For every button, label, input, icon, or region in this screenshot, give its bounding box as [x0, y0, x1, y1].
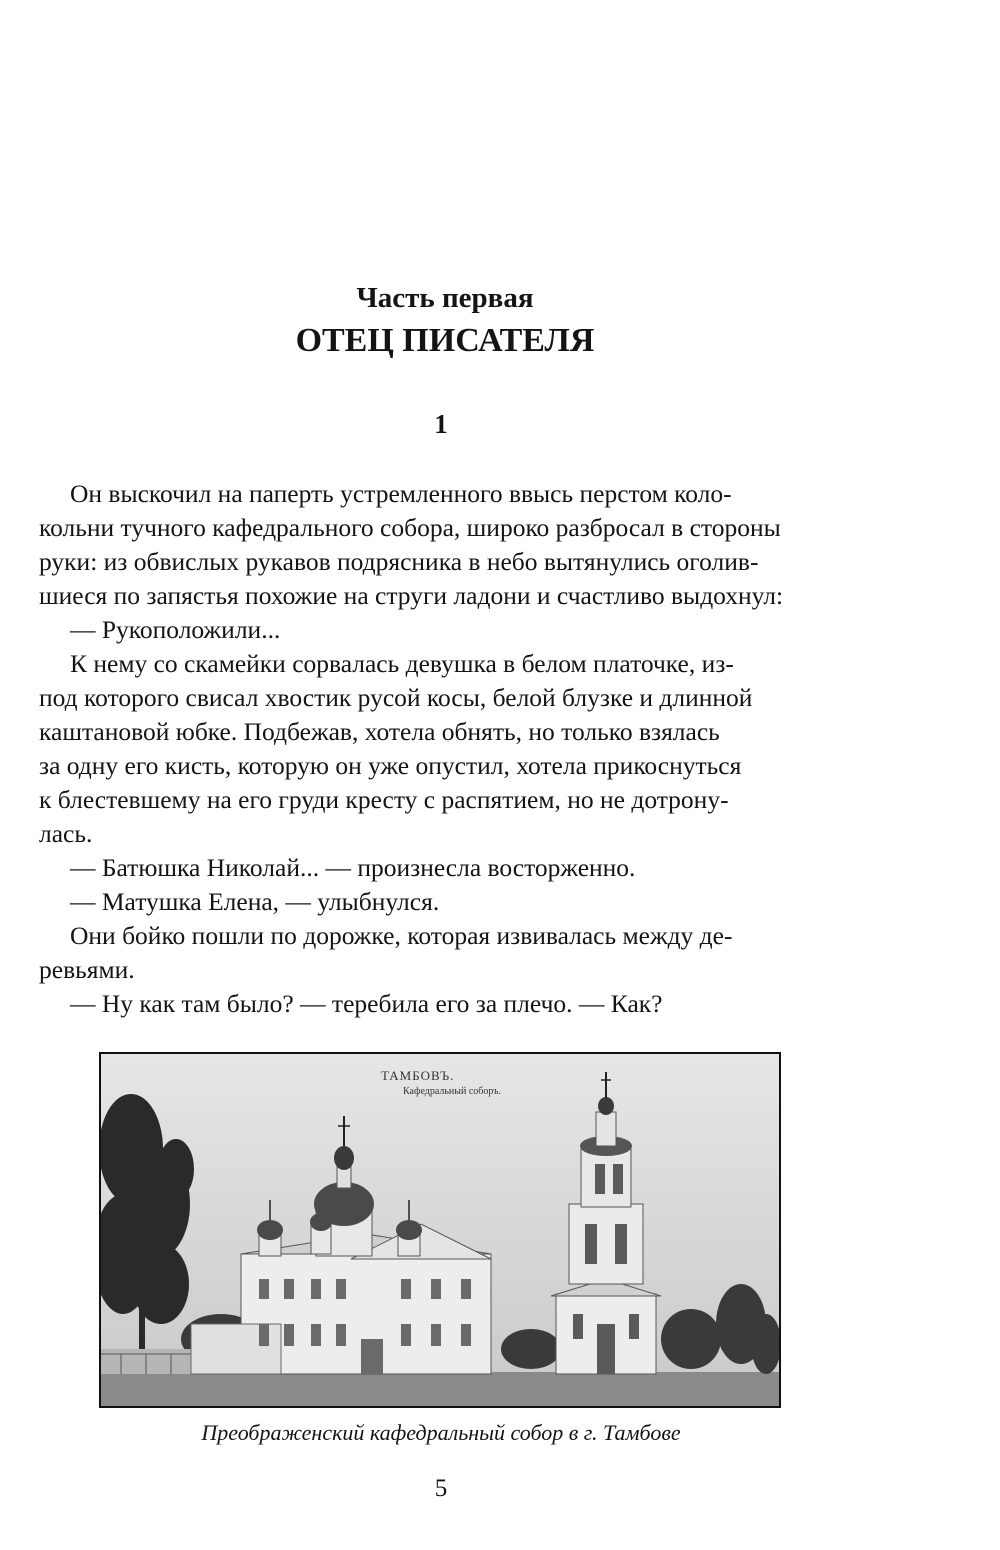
part-label: Часть первая — [356, 282, 534, 314]
text-line: — Ну как там было? — теребила его за плечо. — Как? — [70, 989, 663, 1018]
text-line: Он выскочил на паперть устремленного ввысь перстом коло- — [70, 479, 732, 508]
cathedral-photo — [99, 1052, 781, 1408]
cathedral-illustration — [101, 1054, 779, 1406]
text-line: за одну его кисть, которую он уже опустил, хотела прикоснуться — [39, 751, 742, 780]
text-line: К нему со скамейки сорвалась девушка в белом платочке, из- — [70, 649, 734, 678]
text-line: к блестевшему на его груди кресту с распятием, но не дотрону- — [39, 785, 729, 814]
text-line: руки: из обвислых рукавов подрясника в небо вытянулись оголив- — [39, 547, 759, 576]
text-line: каштановой юбке. Подбежав, хотела обнять, но только взялась — [39, 717, 720, 746]
page-number: 5 — [434, 1475, 448, 1502]
text-line: кольни тучного кафедрального собора, широко разбросал в стороны — [39, 513, 781, 542]
text-line: Они бойко пошли по дорожке, которая извивалась между де- — [70, 921, 733, 950]
postcard-title: ТАМБОВЪ. — [381, 1068, 455, 1083]
postcard-subtitle: Кафедральный соборъ. — [403, 1086, 502, 1097]
chapter-number: 1 — [434, 409, 448, 439]
body-text — [39, 477, 890, 1021]
text-line: — Рукоположили... — [70, 615, 281, 644]
text-line: шиеся по запястья похожие на струги ладони и счастливо выдохнул: — [39, 581, 784, 610]
text-line: — Батюшка Николай... — произнесла восторженно. — [70, 853, 636, 882]
text-line: под которого свисал хвостик русой косы, белой блузке и длинной — [39, 683, 753, 712]
part-title: ОТЕЦ ПИСАТЕЛЯ — [295, 322, 595, 359]
text-line: ревьями. — [39, 955, 135, 984]
text-line: лась. — [39, 819, 93, 848]
text-line: — Матушка Елена, — улыбнулся. — [70, 887, 440, 916]
figure-caption: Преображенский кафедральный собор в г. Тамбове — [201, 1420, 681, 1445]
